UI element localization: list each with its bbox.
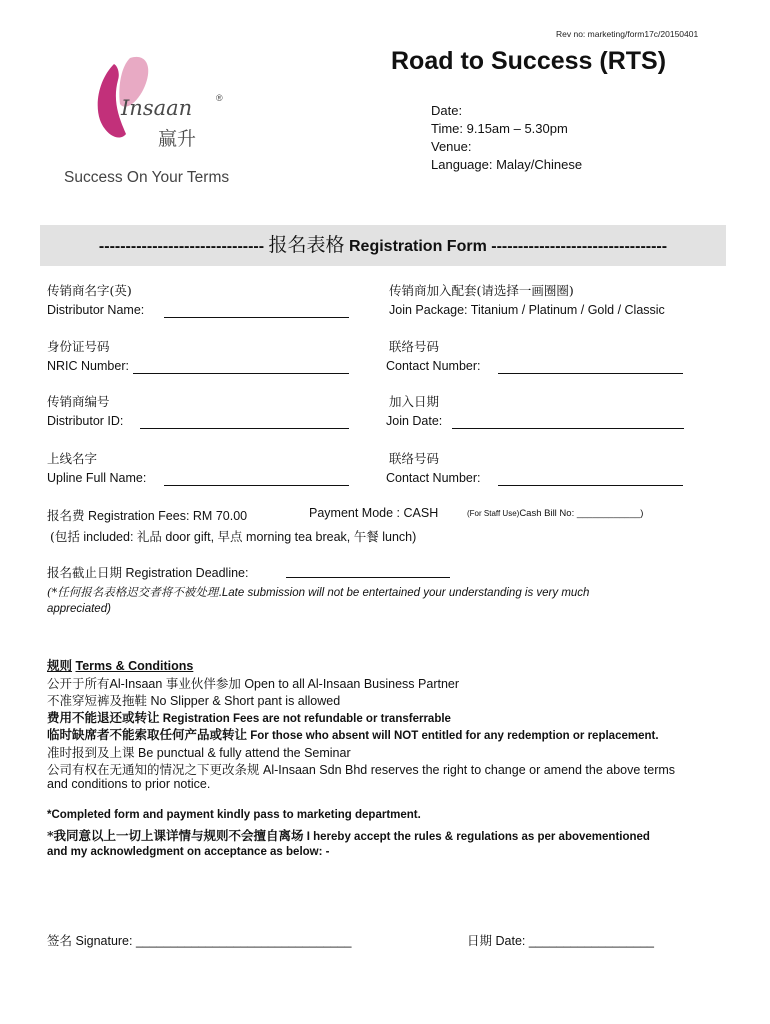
acceptance-row: [47, 826, 650, 844]
logo-tagline: Success On Your Terms: [64, 169, 230, 186]
upline-name-label: Upline Full Name:: [47, 471, 147, 485]
acceptance-en: I hereby accept the rules & regulations as per abovementioned: [306, 831, 650, 843]
logo-brand: Insaan: [121, 96, 193, 120]
distributor-id-label: Distributor ID:: [47, 414, 124, 428]
rule-4: [47, 725, 659, 743]
deadline-row: [47, 563, 249, 581]
rule-1: [47, 674, 459, 692]
rule-3-cn: 费用不能退还或转让: [47, 710, 160, 725]
upline-name-cn: 上线名字: [47, 451, 98, 466]
contact-number-cn: 联络号码: [389, 339, 440, 354]
registration-fees-cn: 报名费: [47, 508, 85, 523]
event-language-label: Language: Malay/Chinese: [431, 157, 583, 172]
distributor-id-field[interactable]: [140, 414, 349, 429]
registration-fees-label: Registration Fees: RM 70.00: [88, 509, 248, 523]
late-note-cn: (*任何报名表格迟交者将不被处理.: [47, 585, 222, 599]
deadline-label: Registration Deadline:: [125, 566, 249, 580]
completed-form-note: *Completed form and payment kindly pass to marketing department.: [47, 809, 421, 821]
nric-field[interactable]: [133, 359, 349, 374]
rule-5: [47, 743, 351, 761]
staff-use-note: (For Staff Use): [467, 509, 520, 518]
event-date-label: Date:: [431, 103, 463, 118]
distributor-name-label: Distributor Name:: [47, 303, 145, 317]
deadline-cn: 报名截止日期: [47, 565, 123, 580]
distributor-name-cn: 传销商名字(英): [47, 283, 132, 298]
rule-5-en: Be punctual & fully attend the Seminar: [138, 746, 351, 760]
distributor-id-cn: 传销商编号: [47, 394, 110, 409]
join-date-field[interactable]: [452, 414, 684, 429]
upline-name-field[interactable]: [164, 471, 349, 486]
banner-english: Registration Form: [349, 238, 487, 255]
rule-5-cn: 准时报到及上课: [47, 745, 135, 760]
rule-6-cn: 公司有权在无通知的情况之下更改条规: [47, 762, 260, 777]
contact-number-field[interactable]: [498, 359, 683, 374]
page-title: Road to Success (RTS): [391, 47, 667, 75]
cash-bill-label: Cash Bill No: ____________): [519, 508, 644, 519]
rule-3-en: Registration Fees are not refundable or transferrable: [162, 713, 451, 725]
registration-fees-row: [47, 506, 247, 524]
nric-cn: 身份证号码: [47, 339, 110, 354]
banner-chinese: 报名表格: [268, 235, 345, 256]
rule-1-cn2: 事业伙伴参加: [165, 676, 241, 691]
rule-6: [47, 760, 675, 778]
rule-3: [47, 708, 451, 726]
revision-number: Rev no: marketing/form17c/20150401: [556, 29, 699, 39]
distributor-name-field[interactable]: [164, 303, 349, 318]
rule-4-cn: 临时缺席者不能索取任何产品或转让: [47, 727, 248, 742]
signature-row[interactable]: [47, 931, 351, 949]
upline-contact-field[interactable]: [498, 471, 683, 486]
rule-2-en: No Slipper & Short pant is allowed: [150, 694, 341, 708]
event-venue-label: Venue:: [431, 139, 472, 154]
included-row: [50, 527, 416, 545]
signature-label[interactable]: Signature: _______________________________: [75, 934, 352, 948]
join-package-cn: 传销商加入配套(请选择一画圈圈): [389, 283, 574, 298]
rule-6-en: Al-Insaan Sdn Bhd reserves the right to change or amend the above terms: [263, 763, 676, 777]
rule-1-cn: 公开于所有: [47, 676, 110, 691]
late-submission-note: [47, 584, 589, 600]
banner-dashes-right: ---------------------------------: [491, 238, 668, 255]
morning-label: morning tea break,: [246, 530, 351, 544]
payment-mode: Payment Mode : CASH: [309, 506, 439, 520]
morning-cn: 早点: [217, 529, 243, 544]
signature-cn: 签名: [47, 933, 73, 948]
join-package-label[interactable]: Join Package: Titanium / Platinum / Gold / Classic: [389, 303, 665, 317]
event-time-label: Time: 9.15am – 5.30pm: [431, 121, 568, 136]
rule-2: [47, 691, 340, 709]
terms-heading-cn: 规则: [47, 658, 73, 673]
rule-1-en: Al-Insaan: [109, 677, 163, 691]
contact-number-label: Contact Number:: [386, 359, 481, 373]
logo-chinese: 赢升: [158, 128, 197, 150]
lunch-cn: 午餐: [353, 529, 379, 544]
rule-4-en: For those who absent will NOT entitled for any redemption or replacement.: [250, 730, 659, 742]
gift-cn: 礼品: [136, 529, 162, 544]
terms-heading: [47, 656, 193, 674]
rule-1-en2: Open to all Al-Insaan Business Partner: [244, 677, 460, 691]
rule-2-cn: 不准穿短裤及拖鞋: [47, 693, 148, 708]
gift-label: door gift,: [165, 530, 215, 544]
join-date-label: Join Date:: [386, 414, 443, 428]
acceptance-cn: *我同意以上一切上课详情与规则不会擅自离场: [47, 828, 304, 843]
banner-dashes-left: -------------------------------: [98, 238, 265, 255]
upline-contact-label: Contact Number:: [386, 471, 481, 485]
included-cn: (包括: [50, 529, 80, 544]
rule-6-continued: and conditions to prior notice.: [47, 777, 211, 791]
signature-date-label[interactable]: Date: __________________: [495, 934, 654, 948]
signature-date-cn: 日期: [467, 933, 493, 948]
signature-date-row[interactable]: [467, 931, 654, 949]
late-note-en2: appreciated): [47, 603, 111, 615]
late-note-en: Late submission will not be entertained your understanding is very much: [221, 587, 590, 599]
logo-registered-mark: ®: [216, 93, 223, 103]
deadline-field[interactable]: [286, 563, 450, 578]
staff-use-row: [467, 508, 643, 519]
upline-contact-cn: 联络号码: [389, 451, 440, 466]
join-date-cn: 加入日期: [389, 394, 440, 409]
acceptance-en2: and my acknowledgment on acceptance as below: -: [47, 846, 330, 858]
terms-heading-en: Terms & Conditions: [75, 659, 194, 673]
registration-form-banner: [40, 225, 726, 266]
nric-label: NRIC Number:: [47, 359, 129, 373]
included-label: included:: [83, 530, 134, 544]
lunch-label: lunch): [382, 530, 417, 544]
